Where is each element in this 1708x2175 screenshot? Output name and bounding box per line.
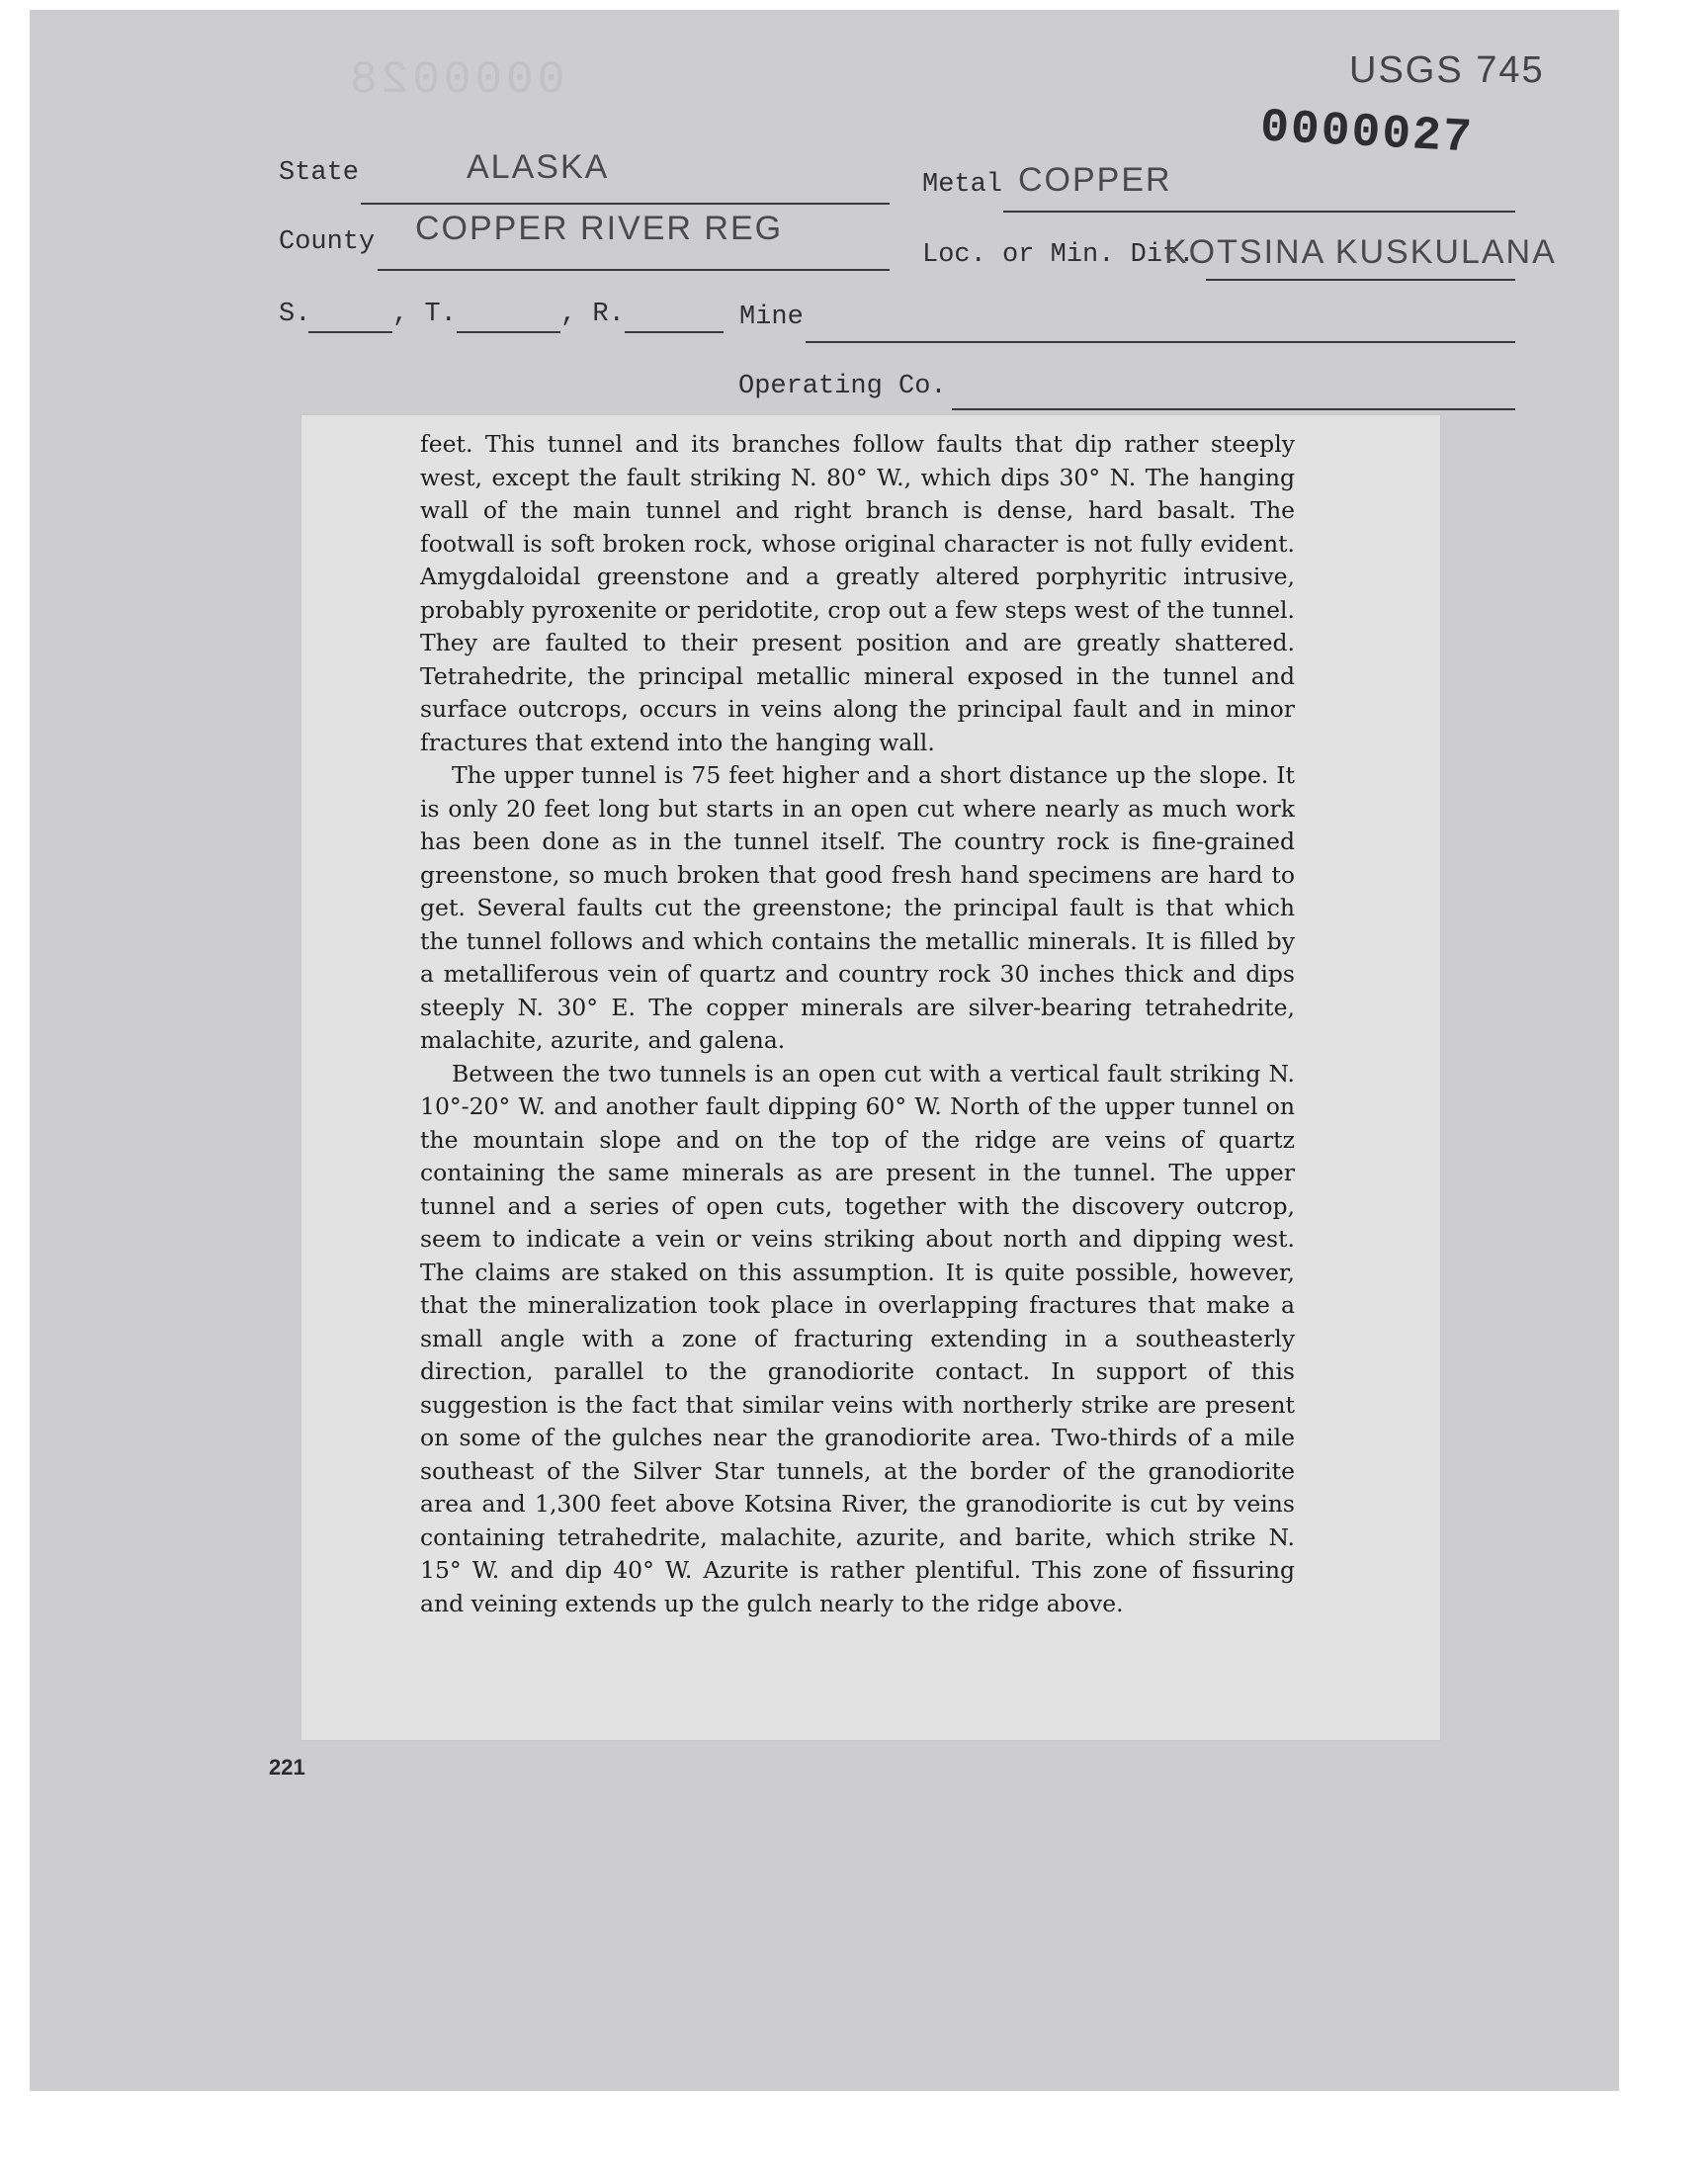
county-value: COPPER RIVER REG <box>415 210 784 247</box>
operating-co-line <box>952 408 1515 410</box>
paragraph: feet. This tunnel and its branches follow faults that dip rather steeply west, except the fault striking N. 80° W., which dips 30° N. The hanging wall of the main tunnel and right branch is dense, hard basalt. The footwall is soft broken rock, whose original character is not fully evident. Amygdaloidal greenstone and a greatly altered porphyritic intrusive, probably pyroxenite or peridotite, crop out a few steps west of the tunnel. They are faulted to their present position and are greatly shattered. Tetrahedrite, the principal metallic mineral exposed in the tunnel and surface outcrops, occurs in veins along the principal fault and in minor fractures that extend into the hanging wall. <box>420 430 1295 756</box>
state-line <box>361 203 890 205</box>
ghost-accession-number: 0000028 <box>346 54 565 106</box>
usgs-number: USGS 745 <box>1349 49 1545 91</box>
range-line <box>625 331 724 333</box>
county-label: County <box>279 227 376 257</box>
township-label: , T. <box>392 300 457 329</box>
paragraph: The upper tunnel is 75 feet higher and a short distance up the slope. It is only 20 feet long but starts in an open cut where nearly as much work has been done as in the tunnel itself. The country rock is fine-grained greenstone, so much broken that good fresh hand specimens are hard to get. Several faults cut the greenstone; the principal fault is that which the tunnel follows and which contains the metallic minerals. It is filled by a metalliferous vein of quartz and country rock 30 inches thick and dips steeply N. 30° E. The copper minerals are silver-bearing tetrahedrite, malachite, azurite, and galena. <box>420 761 1295 1054</box>
range-label: , R. <box>560 300 625 329</box>
state-value: ALASKA <box>467 148 610 186</box>
township-line <box>457 331 560 333</box>
state-label: State <box>279 158 360 188</box>
district-label: Loc. or Min. Dit. <box>922 240 1195 270</box>
metal-value: COPPER <box>1018 161 1172 199</box>
mine-line <box>806 341 1515 343</box>
mine-label: Mine <box>739 303 804 332</box>
metal-label: Metal <box>922 170 1003 200</box>
accession-number: 0000027 <box>1258 101 1475 166</box>
county-line <box>378 269 890 271</box>
district-line <box>1206 279 1515 281</box>
district-value: KOTSINA KUSKULANA <box>1164 233 1557 271</box>
page-number: 221 <box>269 1755 305 1780</box>
section-line <box>308 331 392 333</box>
operating-co-label: Operating Co. <box>738 372 947 401</box>
metal-line <box>1003 211 1515 213</box>
section-label: S. <box>279 300 311 329</box>
paragraph: Between the two tunnels is an open cut with a vertical fault striking N. 10°-20° W. and another fault dipping 60° W. North of the upper tunnel on the mountain slope and on the top of the ridge are veins of quartz containing the same minerals as are present in the tunnel. The upper tunnel and a series of open cuts, together with the discovery outcrop, seem to indicate a vein or veins striking about north and dipping west. The claims are staked on this assumption. It is quite possible, however, that the mineralization took place in overlapping fractures that make a small angle with a zone of fracturing extending in a southeasterly direction, parallel to the granodiorite contact. In support of this suggestion is the fact that similar veins with northerly strike are present on some of the gulches near the granodiorite area. Two-thirds of a mile southeast of the Silver Star tunnels, at the border of the granodiorite area and 1,300 feet above Kotsina River, the granodiorite is cut by veins containing tetrahedrite, malachite, azurite, and barite, which strike N. 15° W. and dip 40° W. Azurite is rather plentiful. This zone of fissuring and veining extends up the gulch nearly to the ridge above. <box>420 1059 1295 1617</box>
clipping-text <box>420 428 1295 1620</box>
